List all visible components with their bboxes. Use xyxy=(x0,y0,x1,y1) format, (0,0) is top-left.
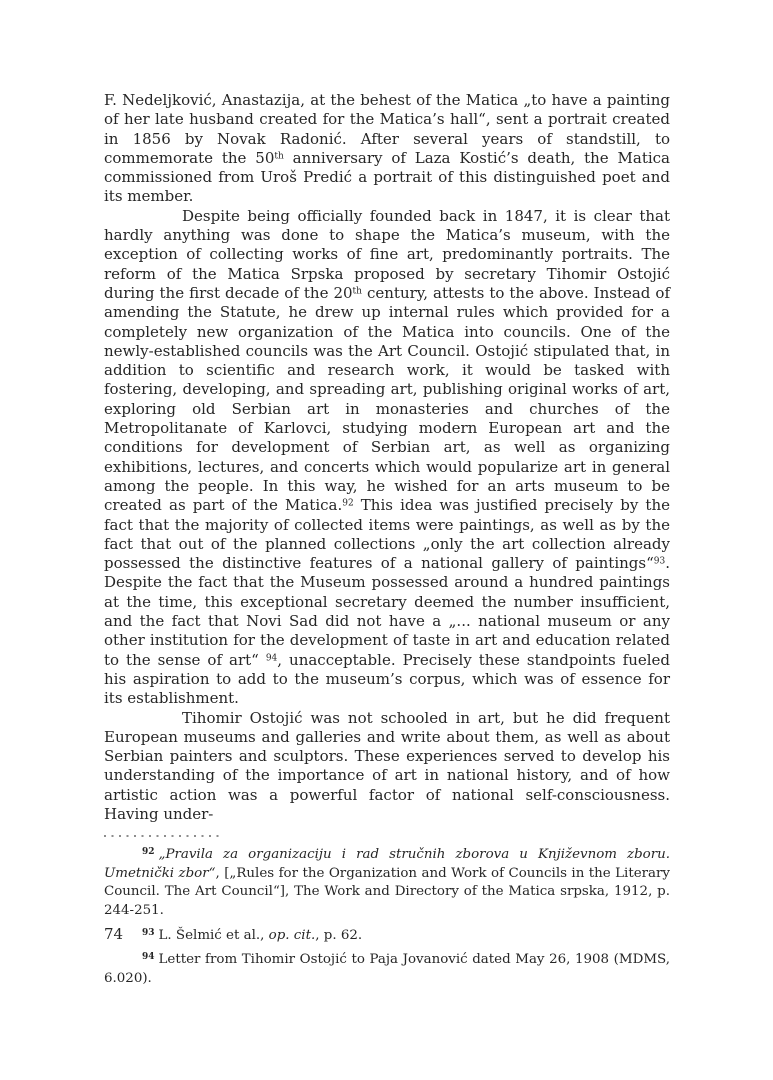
footnote-ref-92: 92 xyxy=(342,498,354,509)
paragraph-text: , unacceptable. Precisely these standpoints fueled his aspiration to add to the museum’s corpus, which was of essence for its establishment. xyxy=(104,650,671,708)
paragraph-text: F. Nedeljković, Anastazija, at the behest of the Matica „to have a painting of her late husband created for the Matica’s hall“, sent a portrait created in 1856 by Novak Radonić. After several years of standstill, to commemorate the 50 xyxy=(104,91,670,167)
footnote-marker: 93 xyxy=(142,927,155,938)
footnote-text: , p. 62. xyxy=(315,927,363,943)
paragraph-text: This idea was justified precisely by the fact that the majority of collected items were paintings, as well as by the fact that out of the planned collections „only the art collection already possessed the distinctive features of a national gallery of paintings“ xyxy=(104,496,670,573)
footnote-text-italic: „Pravila za organizaciju i rad stručnih zborova u Književnom zboru. Umetnički zbor“ xyxy=(104,847,670,881)
footnote-93 xyxy=(104,927,670,946)
paragraph-text: century, attests to the above. Instead of amending the Statute, he drew up internal rules which provided for a completely new organization of the Matica into councils. One of the newly-established councils was the Art Council. Ostojić stipulated that, in addition to scientific and research work, it would be tasked with fostering, developing, and spreading art, publishing original works of art, exploring old Serbian art in monasteries and churches of the Metropolitanate of Karlovci, studying modern European art and the conditions for development of Serbian art, as well as organizing exhibitions, lectures, and concerts which would popularize art in general among the people. In this way, he wished for an arts museum to be created as part of the Matica. xyxy=(104,283,671,515)
paragraph-text: anniversary of Laza Kostić’s death, the Matica commissioned from Uroš Predić a portrait of this distinguished poet and its member. xyxy=(104,148,670,206)
paragraph-3 xyxy=(104,709,670,825)
page-number: 74 xyxy=(104,925,124,943)
paragraph-text: . Despite the fact that the Museum possessed around a hundred paintings at the time, this exceptional secretary deemed the number insufficient, and the fact that Novi Sad did not have a „... national museum or any other institution for the development of taste in art and education related to the sense of art“ xyxy=(104,554,670,669)
footnote-separator xyxy=(104,835,222,837)
footnotes-section xyxy=(104,835,670,988)
paragraph-1 xyxy=(104,91,670,207)
footnote-text-italic: op. cit. xyxy=(268,927,316,943)
footnote-marker: 94 xyxy=(142,952,155,963)
footnote-marker: 92 xyxy=(142,847,155,858)
ordinal-superscript: th xyxy=(274,151,284,162)
footnote-ref-93: 93 xyxy=(653,556,666,567)
footnote-text: L. Šelmić et al., xyxy=(158,927,269,943)
footnote-94 xyxy=(104,951,670,988)
footnote-text: Letter from Tihomir Ostojić to Paja Jovanović dated May 26, 1908 (MDMS, 6.020). xyxy=(104,952,670,986)
footnote-92 xyxy=(104,846,670,920)
footnote-ref-94: 94 xyxy=(265,653,278,664)
main-text-block xyxy=(104,91,670,994)
paragraph-2 xyxy=(104,207,670,709)
ordinal-superscript: th xyxy=(352,286,362,297)
paragraph-text: Despite being officially founded back in 1847, it is clear that hardly anything was done to shape the Matica’s museum, with the exception of collecting works of fine art, predominantly portraits. The reform of the Matica Srpska proposed by secretary Tihomir Ostojić during the first decade of the 20 xyxy=(104,206,670,302)
footnote-text: , [„Rules for the Organization and Work of Councils in the Literary Council. The Art Council“], The Work and Directory of the Matica srpska, 1912, p. 244-251. xyxy=(104,865,670,919)
paragraph-text: Tihomir Ostojić was not schooled in art, but he did frequent European museums and galleries and write about them, as well as about Serbian painters and sculptors. These experiences served to develop his understanding of the importance of art in national history, and of how artistic action was a powerful factor of national self-consciousness. Having under- xyxy=(104,708,670,823)
